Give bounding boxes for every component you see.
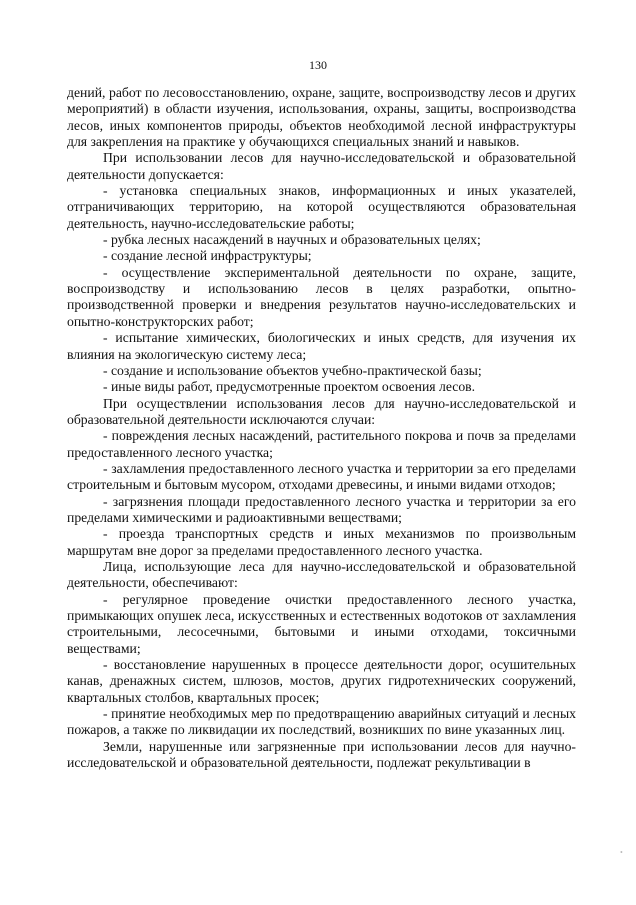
list-item-excluded: - повреждения лесных насаждений, растительного покрова и почв за пределами предоставленного лесного участка; [67,428,576,460]
document-body [67,85,576,771]
list-item-obligation: - регулярное проведение очистки предоставленного лесного участка, примыкающих опушек леса, искусственных и естественных водотоков от захламления строительными, лесосечными, бытовыми и иными отходами, токсичными веществами; [67,591,576,656]
list-item-permitted: - иные виды работ, предусмотренные проектом освоения лесов. [103,379,476,395]
paragraph-recultivation: Земли, нарушенные или загрязненные при использовании лесов для научно-исследовательской и образовательной деятельности, подлежат рекультивации в [67,738,576,771]
paragraph-permitted-intro: При использовании лесов для научно-исследовательской и образовательной деятельности допускается: [67,150,576,182]
list-item-excluded: - загрязнения площади предоставленного лесного участка и территории за его пределами химическими и радиоактивными веществами; [67,493,576,525]
list-item-obligation: - принятие необходимых мер по предотвращению аварийных ситуаций и лесных пожаров, а также по ликвидации их последствий, возникших по вине указанных лиц. [67,706,576,738]
paragraph-obligations-intro: Лица, использующие леса для научно-исследовательской и образовательной деятельности, обеспечивают: [67,558,576,591]
list-item-excluded: - захламления предоставленного лесного участка и территории за его пределами строительным и бытовым мусором, отходами древесины, и иными видами отходов; [67,460,576,493]
list-item-permitted: - испытание химических, биологических и иных средств, для изучения их влияния на экологическую систему леса; [67,330,576,362]
page-number: 130 [309,58,327,72]
paragraph-continuation: дений, работ по лесовосстановлению, охране, защите, воспроизводству лесов и других мероприятий) в области изучения, использования, охраны, защиты, воспроизводства лесов, иных компонентов природы, объектов необходимой лесной инфраструктуры для закрепления на практике у обучающихся специальных знаний и навыков. [67,85,576,150]
list-item-permitted: - создание лесной инфраструктуры; [103,248,312,264]
scan-mark: • [620,848,623,857]
list-item-permitted: - установка специальных знаков, информационных и иных указателей, отграничивающих территорию, на которой осуществляются образовательная деятельность, научно-исследовательские работы; [67,183,576,231]
paragraph-excluded-intro: При осуществлении использования лесов для научно-исследовательской и образовательной деятельности исключаются случаи: [67,395,576,427]
list-item-permitted: - рубка лесных насаждений в научных и образовательных целях; [103,232,481,248]
list-item-permitted: - осуществление экспериментальной деятельности по охране, защите, воспроизводству и использованию лесов в целях разработки, опытно-производственной проверки и внедрения результатов научно-исследовательских и опытно-конструкторских работ; [67,264,576,329]
list-item-excluded: - проезда транспортных средств и иных механизмов по произвольным маршрутам вне дорог за пределами предоставленного лесного участка. [67,526,576,558]
list-item-permitted: - создание и использование объектов учебно-практической базы; [103,362,482,378]
list-item-obligation: - восстановление нарушенных в процессе деятельности дорог, осушительных канав, дренажных систем, шлюзов, мостов, других гидротехнических сооружений, квартальных столбов, квартальных просек; [67,657,576,705]
